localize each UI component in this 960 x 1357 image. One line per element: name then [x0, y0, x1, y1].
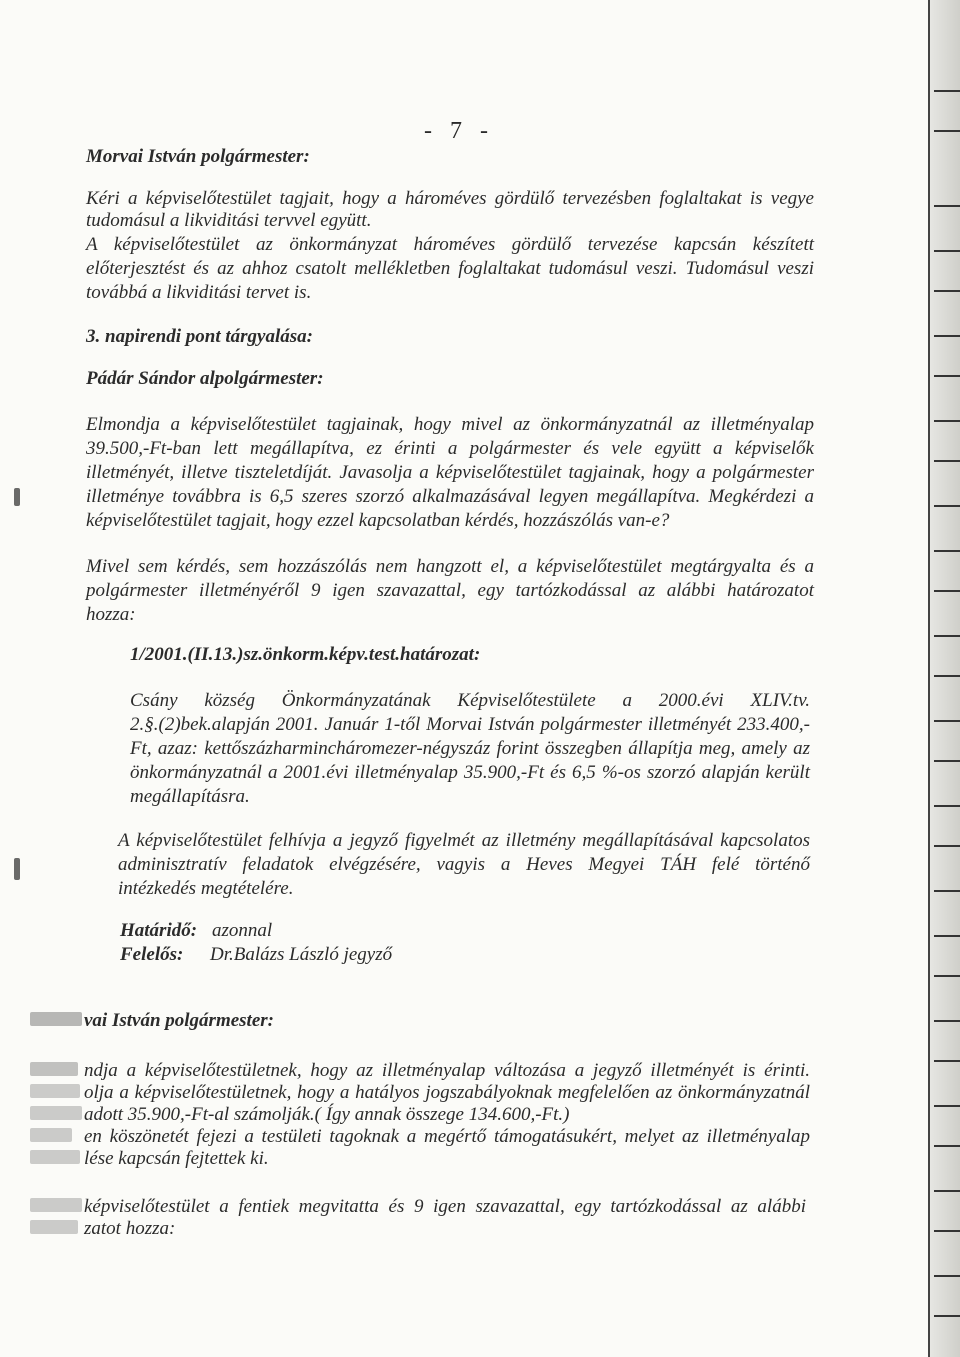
scan-smudge [30, 1084, 80, 1098]
agenda-heading: 3. napirendi pont tárgyalása: [86, 326, 313, 347]
resolution-line: 2.§.(2)bek.alapján 2001. Január 1-től Morvai István polgármester illetményét 233.400,- [130, 714, 810, 735]
paragraph-line: olja a képviselőtestületnek, hogy a hatályos jogszabályoknak megfelelően az önkormányzatnál [84, 1082, 810, 1103]
scan-smudge [14, 858, 20, 880]
scan-smudge [30, 1198, 82, 1212]
paragraph-line: polgármester illetményéről 9 igen szavazattal, egy tartózkodással az alábbi határozatot [86, 580, 814, 601]
deadline-value: azonnal [212, 920, 273, 941]
scan-smudge [30, 1012, 82, 1026]
paragraph-line: adott 35.900,-Ft-al számolják.( Így annak összege 134.600,-Ft.) [84, 1104, 570, 1125]
paragraph-line: Kéri a képviselőtestület tagjait, hogy a hároméves gördülő tervezésben foglaltakat is vegye [86, 188, 814, 209]
resolution-line: megállapításra. [130, 786, 250, 807]
paragraph-line: lése kapcsán fejtettek ki. [84, 1148, 269, 1169]
scan-smudge [14, 488, 20, 506]
responsible-value: Dr.Balázs László jegyző [210, 944, 393, 965]
paragraph-line: továbbá a likviditási tervet is. [86, 282, 312, 303]
scan-smudge [30, 1128, 72, 1142]
paragraph-line: előterjesztést és az ahhoz csatolt mellékletben foglaltakat tudomásul veszi. Tudomásul veszi [86, 258, 814, 279]
deadline-label: Határidő: [120, 920, 198, 941]
paragraph-line: A képviselőtestület az önkormányzat hároméves gördülő tervezése kapcsán készített [86, 234, 814, 255]
scan-smudge [30, 1220, 78, 1234]
paragraph-line: 39.500,-Ft-ban lett megállapítva, ez érinti a polgármester és vele együtt a képviselők [86, 438, 814, 459]
page-number: - 7 - [424, 118, 494, 144]
resolution-title: 1/2001.(II.13.)sz.önkorm.képv.test.határozat: [130, 644, 481, 665]
scan-edge [928, 0, 960, 1357]
paragraph-line: en köszönetét fejezi a testületi tagoknak a megértő támogatásukért, melyet az illetményalap [84, 1126, 810, 1147]
resolution-line: adminisztratív feladatok elvégzésére, vagyis a Heves Megyei TÁH felé történő [118, 854, 810, 875]
scan-smudge [30, 1106, 82, 1120]
responsible-label: Felelős: [120, 944, 184, 965]
paragraph-line: illetménye továbbra is 6,5 szeres szorzó alkalmazásával legyen megállapítva. Megkérdezi a [86, 486, 814, 507]
speaker-heading: Morvai István polgármester: [86, 146, 310, 167]
paragraph-line: képviselőtestület a fentiek megvitatta és 9 igen szavazattal, egy tartózkodással az alábbi [84, 1196, 806, 1217]
paragraph-line: tudomásul a likviditási tervvel együtt. [86, 210, 372, 231]
speaker-heading: vai István polgármester: [84, 1010, 274, 1031]
paragraph-line: hozza: [86, 604, 136, 625]
resolution-line: intézkedés megtételére. [118, 878, 294, 899]
paragraph-line: zatot hozza: [84, 1218, 176, 1239]
speaker-heading: Pádár Sándor alpolgármester: [86, 368, 324, 389]
paragraph-line: Elmondja a képviselőtestület tagjainak, hogy mivel az önkormányzatnál az illetményalap [86, 414, 814, 435]
resolution-line: önkormányzatnál a 2001.évi illetményalap 35.900,-Ft és 6,5 %-os szorzó alapján került [130, 762, 810, 783]
paragraph-line: illetményét, illetve tiszteletdíját. Javasolja a képviselőtestület tagjainak, hogy a polgármester [86, 462, 814, 483]
resolution-line: A képviselőtestület felhívja a jegyző figyelmét az illetmény megállapításával kapcsolatos [118, 830, 810, 851]
paragraph-line: ndja a képviselőtestületnek, hogy az illetményalap változása a jegyző illetményét is érinti. [84, 1060, 810, 1081]
paragraph-line: képviselőtestület tagjait, hogy ezzel kapcsolatban kérdés, hozzászólás van-e? [86, 510, 670, 531]
resolution-line: Ft, azaz: kettőszázharmincháromezer-négyszáz forint összegben állapítja meg, amely az [130, 738, 810, 759]
paragraph-line: Mivel sem kérdés, sem hozzászólás nem hangzott el, a képviselőtestület megtárgyalta és a [86, 556, 814, 577]
scan-smudge [30, 1150, 80, 1164]
resolution-line: Csány község Önkormányzatának Képviselőtestülete a 2000.évi XLIV.tv. [130, 690, 810, 711]
scan-smudge [30, 1062, 78, 1076]
